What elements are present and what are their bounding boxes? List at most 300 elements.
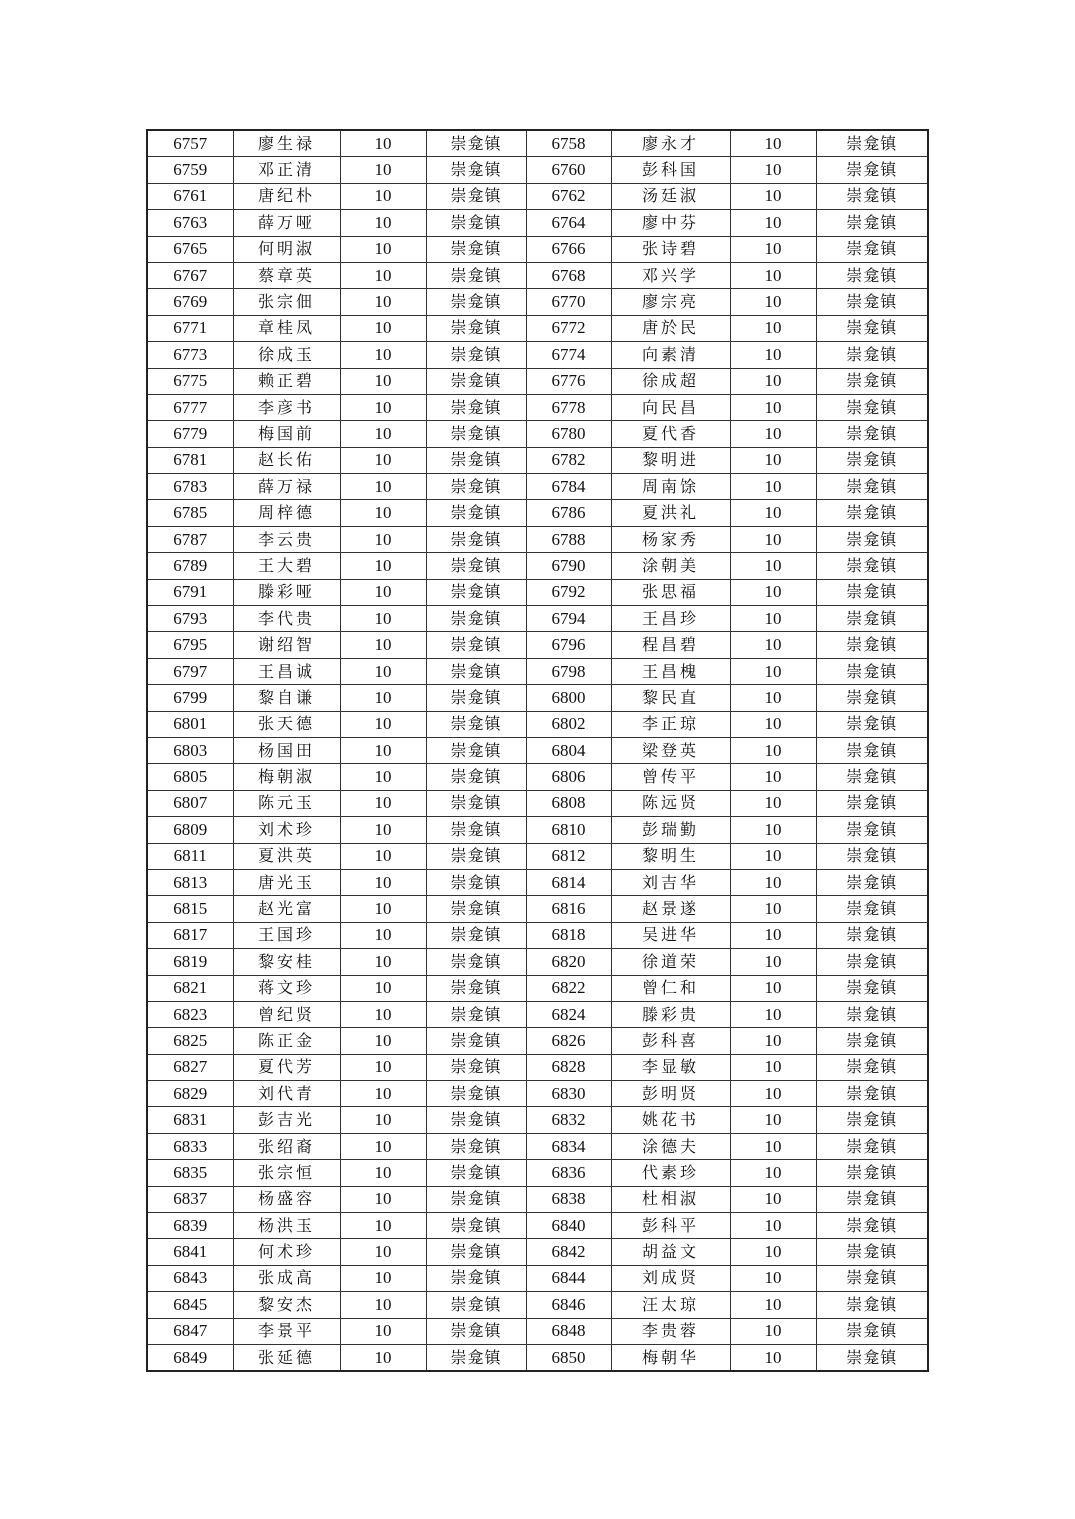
left-record-id: 6763 xyxy=(147,210,233,236)
right-record-id: 6826 xyxy=(526,1028,611,1054)
left-town-name: 崇龛镇 xyxy=(426,764,526,790)
left-amount-value: 10 xyxy=(340,817,426,843)
left-town-name: 崇龛镇 xyxy=(426,1239,526,1265)
left-person-name: 徐成玉 xyxy=(233,342,340,368)
right-amount-value: 10 xyxy=(730,817,816,843)
left-town-name: 崇龛镇 xyxy=(426,342,526,368)
left-amount-value: 10 xyxy=(340,526,426,552)
left-amount-value: 10 xyxy=(340,764,426,790)
table-row xyxy=(147,1239,928,1265)
left-record-id: 6757 xyxy=(147,130,233,157)
left-record-id: 6815 xyxy=(147,896,233,922)
left-person-name: 蒋文珍 xyxy=(233,975,340,1001)
left-person-name: 王大碧 xyxy=(233,553,340,579)
table-row xyxy=(147,474,928,500)
left-amount-value: 10 xyxy=(340,1054,426,1080)
left-person-name: 王国珍 xyxy=(233,922,340,948)
left-amount-value: 10 xyxy=(340,1213,426,1239)
right-person-name: 廖宗亮 xyxy=(611,289,730,315)
left-person-name: 张延德 xyxy=(233,1344,340,1371)
right-person-name: 梁登英 xyxy=(611,737,730,763)
left-record-id: 6843 xyxy=(147,1265,233,1291)
right-person-name: 彭明贤 xyxy=(611,1081,730,1107)
left-amount-value: 10 xyxy=(340,1344,426,1371)
left-town-name: 崇龛镇 xyxy=(426,1344,526,1371)
right-amount-value: 10 xyxy=(730,579,816,605)
left-person-name: 黎安杰 xyxy=(233,1292,340,1318)
left-record-id: 6821 xyxy=(147,975,233,1001)
left-record-id: 6785 xyxy=(147,500,233,526)
left-person-name: 章桂凤 xyxy=(233,315,340,341)
right-amount-value: 10 xyxy=(730,183,816,209)
right-amount-value: 10 xyxy=(730,421,816,447)
table-row xyxy=(147,289,928,315)
left-person-name: 夏洪英 xyxy=(233,843,340,869)
left-amount-value: 10 xyxy=(340,236,426,262)
right-town-name: 崇龛镇 xyxy=(816,1081,928,1107)
right-amount-value: 10 xyxy=(730,1081,816,1107)
left-amount-value: 10 xyxy=(340,843,426,869)
table-row xyxy=(147,157,928,183)
left-record-id: 6775 xyxy=(147,368,233,394)
left-person-name: 滕彩哑 xyxy=(233,579,340,605)
right-record-id: 6838 xyxy=(526,1186,611,1212)
right-amount-value: 10 xyxy=(730,1133,816,1159)
left-amount-value: 10 xyxy=(340,579,426,605)
right-record-id: 6806 xyxy=(526,764,611,790)
right-record-id: 6812 xyxy=(526,843,611,869)
table-row xyxy=(147,500,928,526)
left-record-id: 6779 xyxy=(147,421,233,447)
left-town-name: 崇龛镇 xyxy=(426,1265,526,1291)
left-person-name: 唐光玉 xyxy=(233,869,340,895)
right-record-id: 6764 xyxy=(526,210,611,236)
left-amount-value: 10 xyxy=(340,658,426,684)
right-amount-value: 10 xyxy=(730,764,816,790)
right-amount-value: 10 xyxy=(730,606,816,632)
table-row xyxy=(147,1265,928,1291)
right-person-name: 代素珍 xyxy=(611,1160,730,1186)
left-person-name: 张成高 xyxy=(233,1265,340,1291)
right-person-name: 李贵蓉 xyxy=(611,1318,730,1344)
left-record-id: 6797 xyxy=(147,658,233,684)
left-amount-value: 10 xyxy=(340,210,426,236)
right-town-name: 崇龛镇 xyxy=(816,342,928,368)
right-town-name: 崇龛镇 xyxy=(816,685,928,711)
left-record-id: 6825 xyxy=(147,1028,233,1054)
left-amount-value: 10 xyxy=(340,1318,426,1344)
left-person-name: 陈正金 xyxy=(233,1028,340,1054)
table-row xyxy=(147,130,928,157)
left-record-id: 6809 xyxy=(147,817,233,843)
left-amount-value: 10 xyxy=(340,342,426,368)
right-person-name: 王昌珍 xyxy=(611,606,730,632)
right-amount-value: 10 xyxy=(730,1001,816,1027)
right-amount-value: 10 xyxy=(730,1054,816,1080)
right-person-name: 杨家秀 xyxy=(611,526,730,552)
right-person-name: 彭科平 xyxy=(611,1213,730,1239)
left-person-name: 王昌诚 xyxy=(233,658,340,684)
right-amount-value: 10 xyxy=(730,526,816,552)
left-town-name: 崇龛镇 xyxy=(426,553,526,579)
right-amount-value: 10 xyxy=(730,949,816,975)
table-row xyxy=(147,236,928,262)
left-amount-value: 10 xyxy=(340,394,426,420)
left-person-name: 刘代青 xyxy=(233,1081,340,1107)
right-record-id: 6814 xyxy=(526,869,611,895)
right-amount-value: 10 xyxy=(730,790,816,816)
left-record-id: 6795 xyxy=(147,632,233,658)
right-town-name: 崇龛镇 xyxy=(816,289,928,315)
left-record-id: 6811 xyxy=(147,843,233,869)
table-row xyxy=(147,737,928,763)
right-town-name: 崇龛镇 xyxy=(816,658,928,684)
right-person-name: 唐於民 xyxy=(611,315,730,341)
left-record-id: 6839 xyxy=(147,1213,233,1239)
table-row xyxy=(147,368,928,394)
table-row xyxy=(147,632,928,658)
right-town-name: 崇龛镇 xyxy=(816,1107,928,1133)
left-person-name: 蔡章英 xyxy=(233,262,340,288)
left-record-id: 6833 xyxy=(147,1133,233,1159)
left-record-id: 6849 xyxy=(147,1344,233,1371)
right-amount-value: 10 xyxy=(730,210,816,236)
right-person-name: 涂德夫 xyxy=(611,1133,730,1159)
left-town-name: 崇龛镇 xyxy=(426,1133,526,1159)
right-amount-value: 10 xyxy=(730,236,816,262)
right-amount-value: 10 xyxy=(730,658,816,684)
left-person-name: 张绍裔 xyxy=(233,1133,340,1159)
right-town-name: 崇龛镇 xyxy=(816,1344,928,1371)
table-row xyxy=(147,1133,928,1159)
table-row xyxy=(147,579,928,605)
left-record-id: 6819 xyxy=(147,949,233,975)
right-town-name: 崇龛镇 xyxy=(816,896,928,922)
right-town-name: 崇龛镇 xyxy=(816,869,928,895)
left-record-id: 6827 xyxy=(147,1054,233,1080)
left-record-id: 6765 xyxy=(147,236,233,262)
right-record-id: 6834 xyxy=(526,1133,611,1159)
left-person-name: 谢绍智 xyxy=(233,632,340,658)
right-amount-value: 10 xyxy=(730,474,816,500)
right-amount-value: 10 xyxy=(730,447,816,473)
right-person-name: 陈远贤 xyxy=(611,790,730,816)
left-town-name: 崇龛镇 xyxy=(426,949,526,975)
left-person-name: 赵光富 xyxy=(233,896,340,922)
table-row xyxy=(147,685,928,711)
right-person-name: 张思福 xyxy=(611,579,730,605)
right-person-name: 黎明进 xyxy=(611,447,730,473)
right-amount-value: 10 xyxy=(730,922,816,948)
right-town-name: 崇龛镇 xyxy=(816,421,928,447)
left-town-name: 崇龛镇 xyxy=(426,1213,526,1239)
table-row xyxy=(147,606,928,632)
left-amount-value: 10 xyxy=(340,500,426,526)
left-person-name: 赖正碧 xyxy=(233,368,340,394)
right-record-id: 6788 xyxy=(526,526,611,552)
right-town-name: 崇龛镇 xyxy=(816,526,928,552)
left-amount-value: 10 xyxy=(340,1239,426,1265)
right-record-id: 6792 xyxy=(526,579,611,605)
right-record-id: 6830 xyxy=(526,1081,611,1107)
right-amount-value: 10 xyxy=(730,1239,816,1265)
right-record-id: 6758 xyxy=(526,130,611,157)
left-town-name: 崇龛镇 xyxy=(426,1318,526,1344)
right-record-id: 6818 xyxy=(526,922,611,948)
right-person-name: 曾传平 xyxy=(611,764,730,790)
left-amount-value: 10 xyxy=(340,1292,426,1318)
left-amount-value: 10 xyxy=(340,711,426,737)
left-amount-value: 10 xyxy=(340,632,426,658)
left-record-id: 6841 xyxy=(147,1239,233,1265)
left-person-name: 李代贵 xyxy=(233,606,340,632)
right-record-id: 6816 xyxy=(526,896,611,922)
right-record-id: 6780 xyxy=(526,421,611,447)
right-person-name: 夏代香 xyxy=(611,421,730,447)
right-record-id: 6770 xyxy=(526,289,611,315)
right-town-name: 崇龛镇 xyxy=(816,1133,928,1159)
table-row xyxy=(147,896,928,922)
table-row xyxy=(147,315,928,341)
right-amount-value: 10 xyxy=(730,1213,816,1239)
table-row xyxy=(147,1081,928,1107)
right-record-id: 6850 xyxy=(526,1344,611,1371)
right-amount-value: 10 xyxy=(730,869,816,895)
table-row xyxy=(147,869,928,895)
left-record-id: 6845 xyxy=(147,1292,233,1318)
left-town-name: 崇龛镇 xyxy=(426,421,526,447)
left-amount-value: 10 xyxy=(340,553,426,579)
table-row xyxy=(147,764,928,790)
right-amount-value: 10 xyxy=(730,1318,816,1344)
left-town-name: 崇龛镇 xyxy=(426,1160,526,1186)
left-person-name: 何术珍 xyxy=(233,1239,340,1265)
right-town-name: 崇龛镇 xyxy=(816,500,928,526)
left-record-id: 6789 xyxy=(147,553,233,579)
left-town-name: 崇龛镇 xyxy=(426,447,526,473)
table-row xyxy=(147,1213,928,1239)
right-person-name: 姚花书 xyxy=(611,1107,730,1133)
left-person-name: 张宗恒 xyxy=(233,1160,340,1186)
left-record-id: 6813 xyxy=(147,869,233,895)
right-amount-value: 10 xyxy=(730,500,816,526)
right-person-name: 梅朝华 xyxy=(611,1344,730,1371)
left-town-name: 崇龛镇 xyxy=(426,1001,526,1027)
right-town-name: 崇龛镇 xyxy=(816,606,928,632)
right-person-name: 汪太琼 xyxy=(611,1292,730,1318)
table-row xyxy=(147,342,928,368)
right-person-name: 黎明生 xyxy=(611,843,730,869)
right-town-name: 崇龛镇 xyxy=(816,790,928,816)
left-record-id: 6823 xyxy=(147,1001,233,1027)
right-person-name: 曾仁和 xyxy=(611,975,730,1001)
right-amount-value: 10 xyxy=(730,262,816,288)
left-person-name: 赵长佑 xyxy=(233,447,340,473)
left-record-id: 6829 xyxy=(147,1081,233,1107)
table-row xyxy=(147,658,928,684)
left-person-name: 夏代芳 xyxy=(233,1054,340,1080)
right-record-id: 6784 xyxy=(526,474,611,500)
right-town-name: 崇龛镇 xyxy=(816,236,928,262)
left-record-id: 6817 xyxy=(147,922,233,948)
left-record-id: 6847 xyxy=(147,1318,233,1344)
left-person-name: 梅朝淑 xyxy=(233,764,340,790)
left-record-id: 6783 xyxy=(147,474,233,500)
left-record-id: 6791 xyxy=(147,579,233,605)
table-row xyxy=(147,711,928,737)
right-record-id: 6828 xyxy=(526,1054,611,1080)
right-record-id: 6766 xyxy=(526,236,611,262)
right-town-name: 崇龛镇 xyxy=(816,817,928,843)
left-town-name: 崇龛镇 xyxy=(426,474,526,500)
right-town-name: 崇龛镇 xyxy=(816,764,928,790)
left-town-name: 崇龛镇 xyxy=(426,737,526,763)
right-record-id: 6798 xyxy=(526,658,611,684)
left-amount-value: 10 xyxy=(340,1001,426,1027)
left-town-name: 崇龛镇 xyxy=(426,1081,526,1107)
left-record-id: 6831 xyxy=(147,1107,233,1133)
right-person-name: 夏洪礼 xyxy=(611,500,730,526)
right-amount-value: 10 xyxy=(730,737,816,763)
right-person-name: 向民昌 xyxy=(611,394,730,420)
right-person-name: 李正琼 xyxy=(611,711,730,737)
right-person-name: 胡益文 xyxy=(611,1239,730,1265)
left-amount-value: 10 xyxy=(340,315,426,341)
right-person-name: 黎民直 xyxy=(611,685,730,711)
right-person-name: 吴进华 xyxy=(611,922,730,948)
left-town-name: 崇龛镇 xyxy=(426,1292,526,1318)
left-amount-value: 10 xyxy=(340,289,426,315)
left-person-name: 陈元玉 xyxy=(233,790,340,816)
right-town-name: 崇龛镇 xyxy=(816,368,928,394)
right-record-id: 6804 xyxy=(526,737,611,763)
right-record-id: 6796 xyxy=(526,632,611,658)
left-town-name: 崇龛镇 xyxy=(426,262,526,288)
left-amount-value: 10 xyxy=(340,1160,426,1186)
right-person-name: 向素清 xyxy=(611,342,730,368)
right-person-name: 张诗碧 xyxy=(611,236,730,262)
left-person-name: 杨洪玉 xyxy=(233,1213,340,1239)
left-person-name: 邓正清 xyxy=(233,157,340,183)
table-row xyxy=(147,1028,928,1054)
right-town-name: 崇龛镇 xyxy=(816,711,928,737)
left-town-name: 崇龛镇 xyxy=(426,711,526,737)
left-record-id: 6759 xyxy=(147,157,233,183)
right-person-name: 徐道荣 xyxy=(611,949,730,975)
left-person-name: 刘术珍 xyxy=(233,817,340,843)
left-amount-value: 10 xyxy=(340,1265,426,1291)
left-town-name: 崇龛镇 xyxy=(426,843,526,869)
right-town-name: 崇龛镇 xyxy=(816,975,928,1001)
right-town-name: 崇龛镇 xyxy=(816,1318,928,1344)
right-town-name: 崇龛镇 xyxy=(816,1239,928,1265)
right-amount-value: 10 xyxy=(730,632,816,658)
right-town-name: 崇龛镇 xyxy=(816,922,928,948)
left-town-name: 崇龛镇 xyxy=(426,658,526,684)
left-record-id: 6787 xyxy=(147,526,233,552)
left-person-name: 梅国前 xyxy=(233,421,340,447)
right-record-id: 6842 xyxy=(526,1239,611,1265)
right-town-name: 崇龛镇 xyxy=(816,447,928,473)
left-town-name: 崇龛镇 xyxy=(426,685,526,711)
right-record-id: 6832 xyxy=(526,1107,611,1133)
right-amount-value: 10 xyxy=(730,711,816,737)
right-record-id: 6772 xyxy=(526,315,611,341)
right-person-name: 廖永才 xyxy=(611,130,730,157)
right-person-name: 滕彩贵 xyxy=(611,1001,730,1027)
left-town-name: 崇龛镇 xyxy=(426,315,526,341)
right-amount-value: 10 xyxy=(730,1344,816,1371)
right-person-name: 刘成贤 xyxy=(611,1265,730,1291)
right-amount-value: 10 xyxy=(730,975,816,1001)
left-amount-value: 10 xyxy=(340,1028,426,1054)
left-town-name: 崇龛镇 xyxy=(426,1054,526,1080)
right-town-name: 崇龛镇 xyxy=(816,1054,928,1080)
left-amount-value: 10 xyxy=(340,183,426,209)
left-town-name: 崇龛镇 xyxy=(426,1107,526,1133)
table-row xyxy=(147,949,928,975)
right-record-id: 6760 xyxy=(526,157,611,183)
right-person-name: 廖中芬 xyxy=(611,210,730,236)
table-row xyxy=(147,210,928,236)
right-person-name: 刘吉华 xyxy=(611,869,730,895)
right-amount-value: 10 xyxy=(730,1160,816,1186)
left-amount-value: 10 xyxy=(340,790,426,816)
left-town-name: 崇龛镇 xyxy=(426,183,526,209)
right-amount-value: 10 xyxy=(730,289,816,315)
right-person-name: 李显敏 xyxy=(611,1054,730,1080)
table-row xyxy=(147,1054,928,1080)
table-row xyxy=(147,1001,928,1027)
left-person-name: 杨国田 xyxy=(233,737,340,763)
right-record-id: 6822 xyxy=(526,975,611,1001)
left-amount-value: 10 xyxy=(340,421,426,447)
left-person-name: 唐纪朴 xyxy=(233,183,340,209)
right-person-name: 赵景遂 xyxy=(611,896,730,922)
left-record-id: 6837 xyxy=(147,1186,233,1212)
right-town-name: 崇龛镇 xyxy=(816,949,928,975)
left-person-name: 薛万禄 xyxy=(233,474,340,500)
left-town-name: 崇龛镇 xyxy=(426,1028,526,1054)
right-record-id: 6844 xyxy=(526,1265,611,1291)
right-amount-value: 10 xyxy=(730,1028,816,1054)
left-town-name: 崇龛镇 xyxy=(426,1186,526,1212)
left-amount-value: 10 xyxy=(340,896,426,922)
right-person-name: 程昌碧 xyxy=(611,632,730,658)
left-record-id: 6805 xyxy=(147,764,233,790)
right-town-name: 崇龛镇 xyxy=(816,394,928,420)
left-amount-value: 10 xyxy=(340,368,426,394)
table-row xyxy=(147,1344,928,1371)
right-amount-value: 10 xyxy=(730,394,816,420)
right-person-name: 杜相淑 xyxy=(611,1186,730,1212)
right-town-name: 崇龛镇 xyxy=(816,474,928,500)
left-town-name: 崇龛镇 xyxy=(426,500,526,526)
left-record-id: 6835 xyxy=(147,1160,233,1186)
right-person-name: 周南馀 xyxy=(611,474,730,500)
right-amount-value: 10 xyxy=(730,342,816,368)
left-amount-value: 10 xyxy=(340,975,426,1001)
roster-body xyxy=(147,130,928,1371)
right-record-id: 6786 xyxy=(526,500,611,526)
right-amount-value: 10 xyxy=(730,1186,816,1212)
left-town-name: 崇龛镇 xyxy=(426,606,526,632)
left-town-name: 崇龛镇 xyxy=(426,394,526,420)
right-town-name: 崇龛镇 xyxy=(816,1186,928,1212)
right-town-name: 崇龛镇 xyxy=(816,262,928,288)
left-person-name: 廖生禄 xyxy=(233,130,340,157)
left-town-name: 崇龛镇 xyxy=(426,896,526,922)
